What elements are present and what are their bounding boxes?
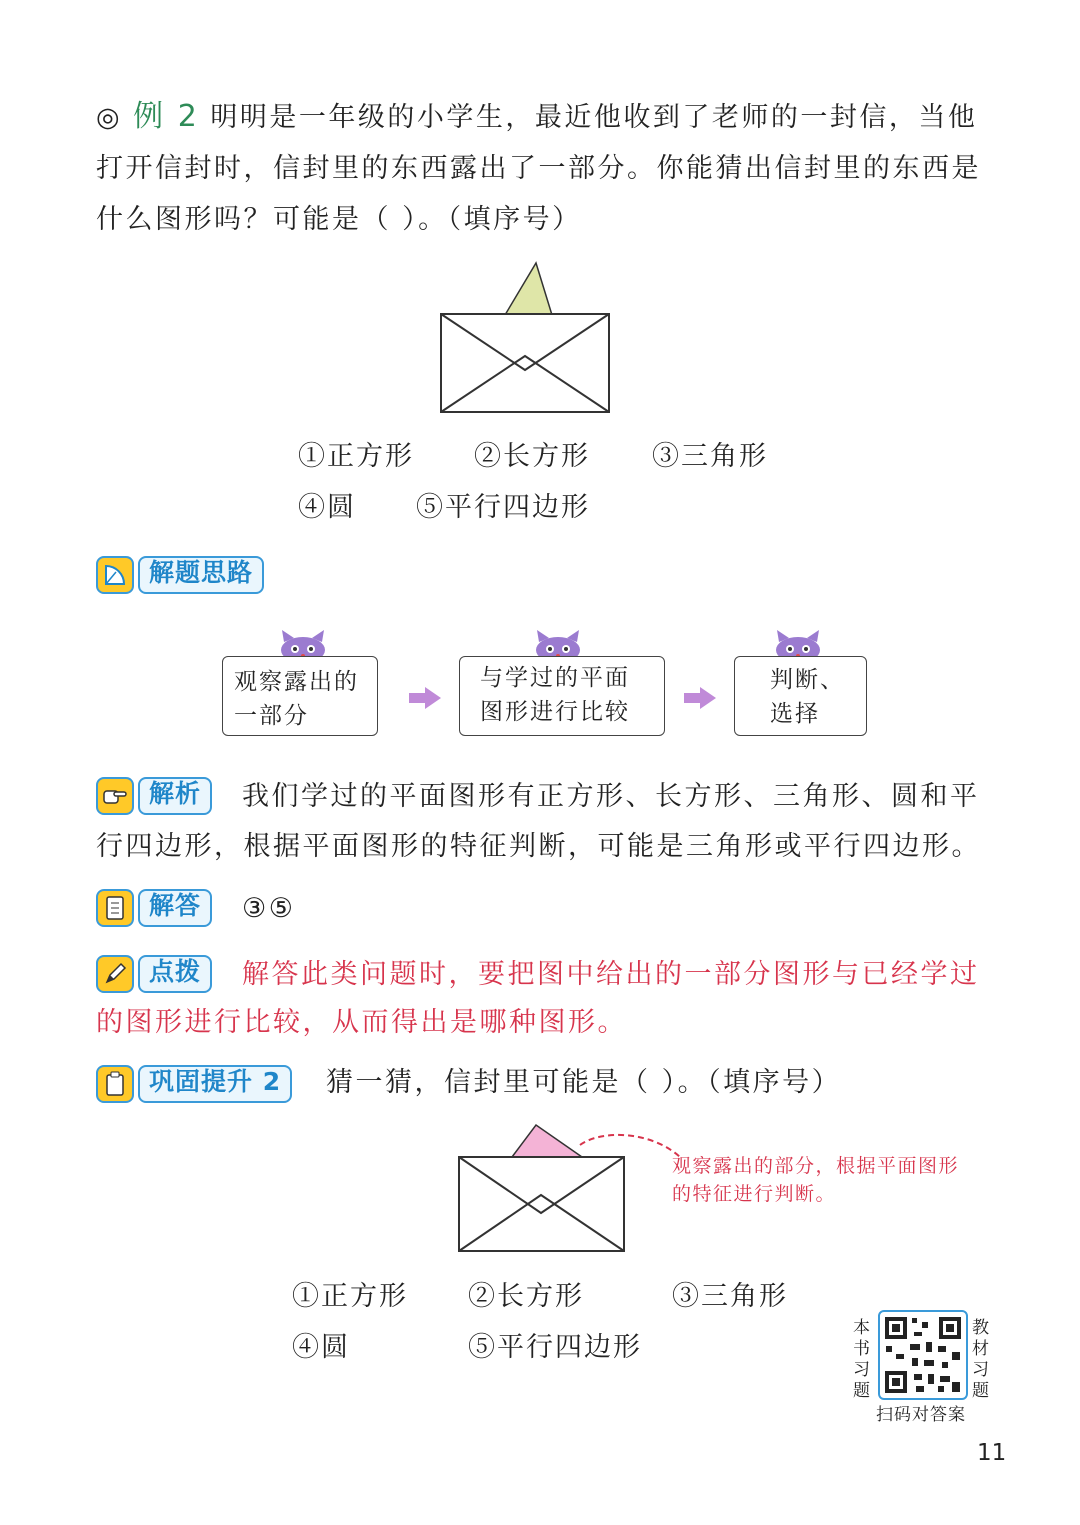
practice-tag [96,1064,292,1104]
pencil-icon [96,955,134,993]
envelope-body [441,314,609,412]
tips-line-1: 解答此类问题时，要把图中给出的一部分图形与已经学过 [242,959,980,990]
analysis-tag-label: 解析 [138,777,212,815]
protractor-icon [96,556,134,594]
tips-line-2: 的图形进行比较，从而得出是哪种图形。 [96,1007,627,1038]
hint-line-2: 的特征进行判断。 [672,1183,837,1205]
answer-value: ③⑤ [242,893,296,924]
tips-tag [96,954,212,994]
example-option-1: ①正方形 [298,441,414,472]
practice-question: 猜一猜，信封里可能是（ ）。（填序号） [326,1067,842,1098]
practice-option-4: ④圆 [292,1332,350,1363]
practice-hint [672,1152,959,1208]
example-line-2: 打开信封时，信封里的东西露出了一部分。你能猜出信封里的东西是 [96,153,981,184]
flow-step-text: 判断、 [770,667,845,693]
example-option-3: ③三角形 [652,441,768,472]
tips-tag-label: 点拨 [138,955,212,993]
answer-tag-label: 解答 [138,889,212,927]
example-option-5: ⑤平行四边形 [416,492,590,523]
hint-line-1: 观察露出的部分，根据平面图形 [672,1155,960,1177]
flow-step-compare [459,656,665,736]
flow-step-text: 选择 [770,701,820,727]
arrow-right-icon [682,686,718,710]
flow-step-text: 一部分 [234,703,309,729]
practice-option-5: ⑤平行四边形 [468,1332,642,1363]
qr-left-label: 本书习题 [853,1318,870,1401]
practice-tag-label: 巩固提升 2 [138,1065,292,1103]
example-line-1 [96,100,977,135]
flow-step-text: 图形进行比较 [480,699,630,725]
thinking-tag-label: 解题思路 [138,556,264,594]
qr-right-label: 教材习题 [972,1318,989,1401]
flow-step-text: 与学过的平面 [480,665,630,691]
example-option-4: ④圆 [298,492,356,523]
answer-tag [96,888,212,928]
practice-option-1: ①正方形 [292,1281,408,1312]
practice-option-3: ③三角形 [672,1281,788,1312]
qr-caption: 扫码对答案 [876,1405,966,1425]
envelope-figure-2 [450,1115,700,1260]
example-symbol: ◎ [96,102,123,133]
thinking-tag [96,555,264,595]
hidden-shape [512,1125,582,1157]
pointing-hand-icon [96,777,134,815]
arrow-right-icon [407,686,443,710]
practice-option-2: ②长方形 [468,1281,584,1312]
triangle-shape [505,263,552,315]
analysis-line-1: 我们学过的平面图形有正方形、长方形、三角形、圆和平 [242,781,980,812]
qr-pattern [880,1312,966,1398]
envelope-figure-1 [430,255,620,420]
flow-step-judge [734,656,867,736]
envelope-body [459,1157,624,1251]
page-number: 11 [977,1440,1007,1466]
flow-step-text: 观察露出的 [234,669,359,695]
notebook-icon [96,889,134,927]
analysis-line-2: 行四边形，根据平面图形的特征判断，可能是三角形或平行四边形。 [96,831,981,862]
hint-pointer-line [580,1135,680,1157]
qr-code[interactable] [878,1310,968,1400]
analysis-tag [96,776,212,816]
example-text-1: 明明是一年级的小学生，最近他收到了老师的一封信，当他 [210,102,978,133]
example-label: 例 2 [133,99,200,134]
example-option-2: ②长方形 [474,441,590,472]
example-line-3: 什么图形吗？可能是（ ）。（填序号） [96,204,582,235]
flow-step-observe [222,656,378,736]
clipboard-icon [96,1065,134,1103]
